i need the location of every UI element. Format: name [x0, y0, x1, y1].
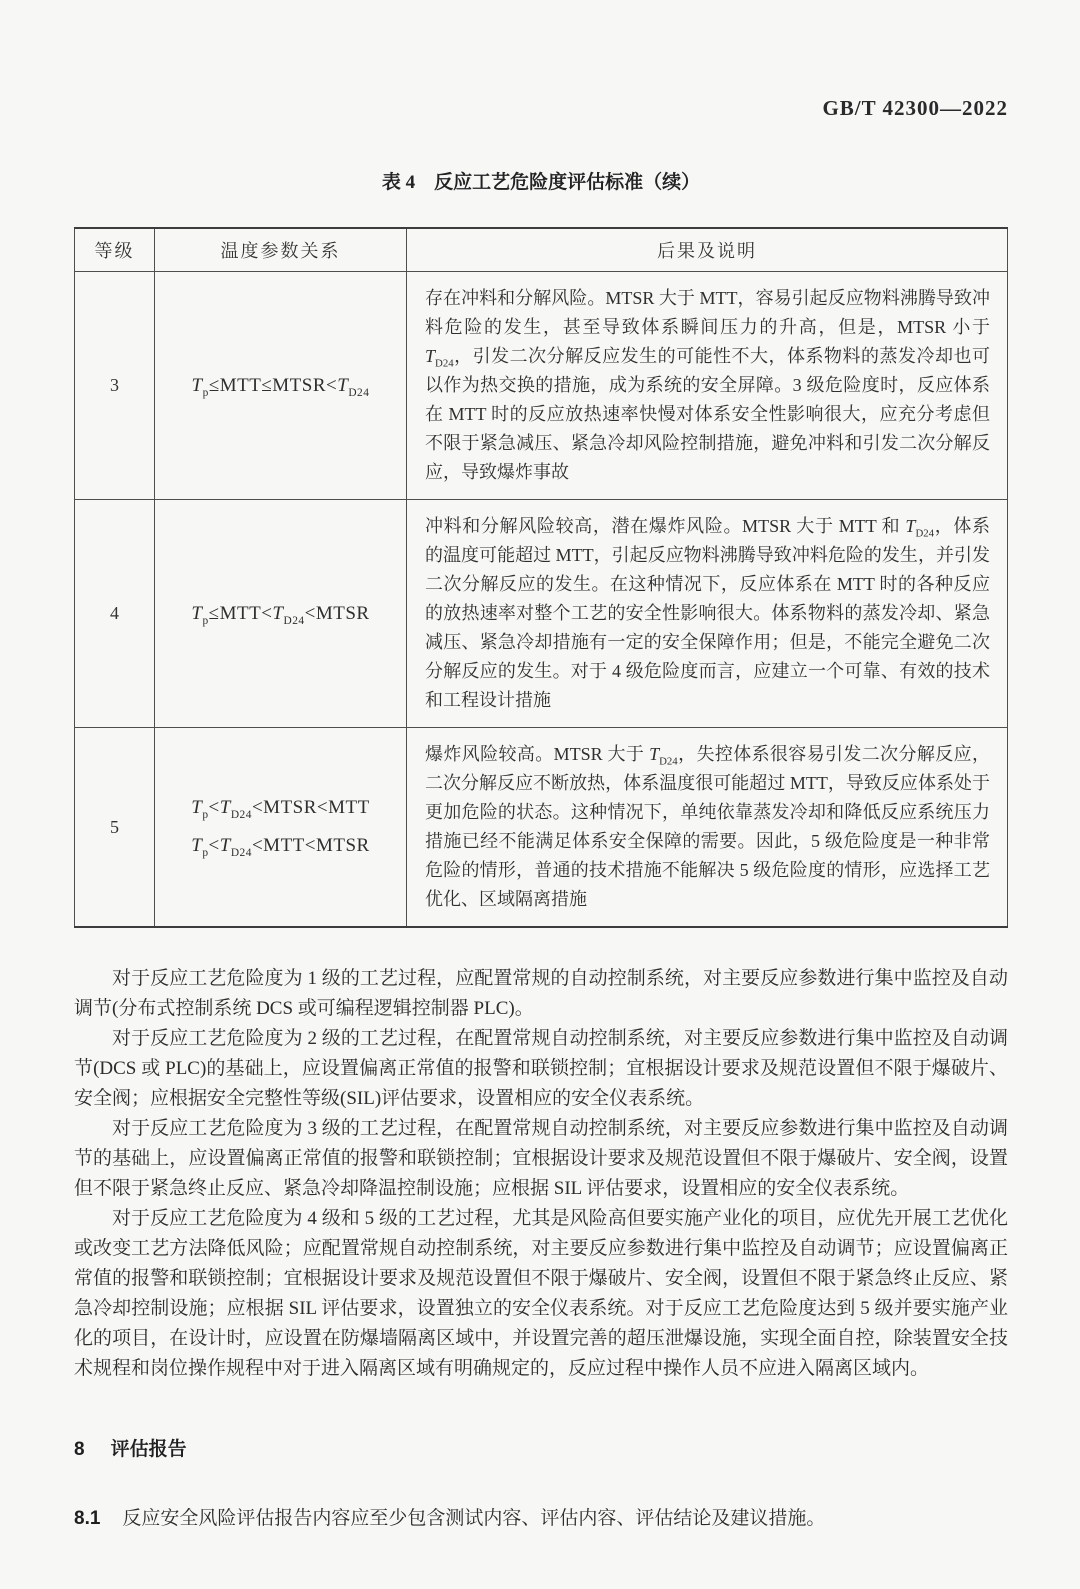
table-row — [75, 728, 1008, 928]
body-paragraph: 对于反应工艺危险度为 1 级的工艺过程，应配置常规的自动控制系统，对主要反应参数进行集中监控及自动调节(分布式控制系统 DCS 或可编程逻辑控制器 PLC)。 — [74, 968, 1008, 1019]
body-paragraph: 对于反应工艺危险度为 3 级的工艺过程，在配置常规自动控制系统，对主要反应参数进行集中监控及自动调节的基础上，应设置偏离正常值的报警和联锁控制；宜根据设计要求及规范设置但不限于爆破片、安全阀，设置但不限于紧急终止反应、紧急冷却降温控制设施；应根据 SIL 评估要求，设置相应的安全仪表系统。 — [74, 1118, 1008, 1199]
formula-cell: $T_p\le MTT<T_{D24}<MTSR$ — [155, 500, 407, 728]
consequence-cell: 存在冲料和分解风险。MTSR 大于 MTT，容易引起反应物料沸腾导致冲料危险的发生，甚至导致体系瞬间压力的升高，但是，MTSR 小于 $T_{D24}$，引发二次分解反应发生的可能性不大，体系物料的蒸发冷却也可以作为热交换的措施，成为系统的安全屏障。3 级危险度时，反应体系在 MTT 时的反应放热速率快慢对体系安全性影响很大，应充分考虑但不限于紧急减压、紧急冷却风险控制措施，避免冲料和引发二次分解反应，导致爆炸事故 — [407, 272, 1008, 500]
table-row — [75, 272, 1008, 500]
col-header-consequence: 后果及说明 — [407, 228, 1008, 272]
table-caption: 表 4 反应工艺危险度评估标准（续） — [381, 172, 701, 193]
table-row — [75, 500, 1008, 728]
doc-number: GB/T 42300—2022 — [822, 96, 1008, 120]
formula-cell: $T_p<T_{D24}<MTSR<MTT$ $T_p<T_{D24}<MTT<MTSR$ — [155, 728, 407, 928]
section-heading — [74, 1434, 1008, 1461]
table-header-row — [75, 228, 1008, 272]
clause-8-1 — [74, 1503, 1008, 1530]
body-paragraph: 对于反应工艺危险度为 4 级和 5 级的工艺过程，尤其是风险高但要实施产业化的项目，应优先开展工艺优化或改变工艺方法降低风险；应配置常规自动控制系统，对主要反应参数进行集中监控及自动调节；应设置偏离正常值的报警和联锁控制；宜根据设计要求及规范设置但不限于爆破片、安全阀，设置但不限于紧急终止反应、紧急冷却控制设施；应根据 SIL 评估要求，设置独立的安全仪表系统。对于反应工艺危险度达到 5 级并要实施产业化的项目，在设计时，应设置在防爆墙隔离区域中，并设置完善的超压泄爆设施，实现全面自控，除装置安全技术规程和岗位操作规程中对于进入隔离区域有明确规定的，反应过程中操作人员不应进入隔离区域内。 — [74, 1208, 1008, 1379]
risk-table-body — [75, 272, 1008, 928]
col-header-level: 等级 — [75, 228, 155, 272]
clause-text: 反应安全风险评估报告内容应至少包含测试内容、评估内容、评估结论及建议措施。 — [122, 1508, 826, 1529]
section-number: 8 — [74, 1439, 85, 1460]
risk-table — [74, 227, 1008, 928]
level-cell: 5 — [75, 728, 155, 928]
level-cell: 3 — [75, 272, 155, 500]
body-paragraph: 对于反应工艺危险度为 2 级的工艺过程，在配置常规自动控制系统，对主要反应参数进行集中监控及自动调节(DCS 或 PLC)的基础上，应设置偏离正常值的报警和联锁控制；宜根据设计要求及规范设置但不限于爆破片、安全阀；应根据安全完整性等级(SIL)评估要求，设置相应的安全仪表系统。 — [74, 1028, 1008, 1109]
col-header-temperature-relation: 温度参数关系 — [155, 228, 407, 272]
formula-cell: $T_p\le MTT\le MTSR<T_{D24}$ — [155, 272, 407, 500]
consequence-cell: 冲料和分解风险较高，潜在爆炸风险。MTSR 大于 MTT 和 $T_{D24}$，体系的温度可能超过 MTT，引起反应物料沸腾导致冲料危险的发生，并引发二次分解反应的发生。在这种情况下，反应体系在 MTT 时的各种反应的放热速率对整个工艺的安全性影响很大。体系物料的蒸发冷却、紧急减压、紧急冷却措施有一定的安全保障作用；但是，不能完全避免二次分解反应的发生。对于 4 级危险度而言，应建立一个可靠、有效的技术和工程设计措施 — [407, 500, 1008, 728]
body-text — [74, 964, 1008, 1384]
section-title: 评估报告 — [110, 1439, 187, 1460]
consequence-cell: 爆炸风险较高。MTSR 大于 $T_{D24}$，失控体系很容易引发二次分解反应，二次分解反应不断放热，体系温度很可能超过 MTT，导致反应体系处于更加危险的状态。这种情况下，单纯依靠蒸发冷却和降低反应系统压力措施已经不能满足体系安全保障的需要。因此，5 级危险度是一种非常危险的情形，普通的技术措施不能解决 5 级危险度的情形，应选择工艺优化、区域隔离措施 — [407, 728, 1008, 928]
clause-number: 8.1 — [74, 1508, 101, 1529]
level-cell: 4 — [75, 500, 155, 728]
